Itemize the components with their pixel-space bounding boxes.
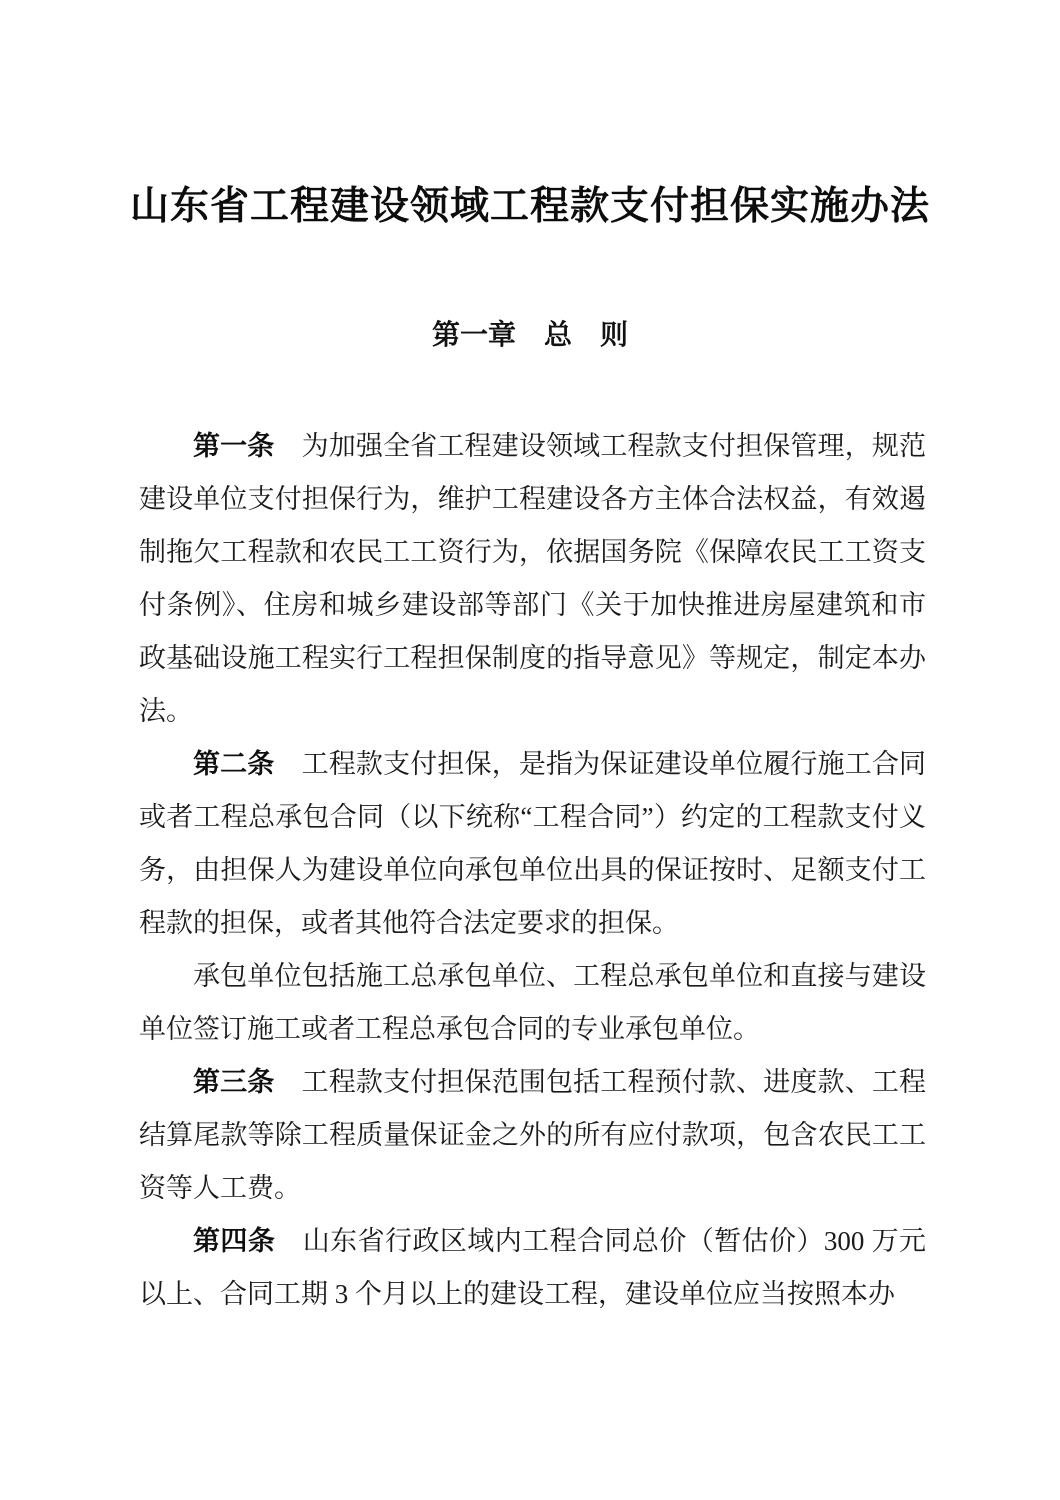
article-2-label: 第二条 bbox=[193, 749, 275, 779]
paragraph-article-2-continuation bbox=[139, 950, 926, 1056]
article-3-text: 工程款支付担保范围包括工程预付款、进度款、工程结算尾款等除工程质量保证金之外的所有应付款项，包含农民工工资等人工费。 bbox=[139, 1067, 927, 1203]
article-1-label: 第一条 bbox=[193, 431, 275, 461]
chapter-heading: 第一章 总 则 bbox=[431, 320, 628, 351]
document-body bbox=[139, 420, 926, 1321]
paragraph-article-4 bbox=[139, 1215, 926, 1321]
article-4-label: 第四条 bbox=[193, 1226, 276, 1256]
article-3-label: 第三条 bbox=[193, 1067, 275, 1097]
paragraph-article-3 bbox=[139, 1056, 926, 1215]
article-2-continuation-text: 承包单位包括施工总承包单位、工程总承包单位和直接与建设单位签订施工或者工程总承包合同的专业承包单位。 bbox=[139, 961, 926, 1044]
article-2-text: 工程款支付担保，是指为保证建设单位履行施工合同或者工程总承包合同（以下统称“工程合同”）约定的工程款支付义务，由担保人为建设单位向承包单位出具的保证按时、足额支付工程款的担保，或者其他符合法定要求的担保。 bbox=[139, 749, 927, 938]
document-title: 山东省工程建设领域工程款支付担保实施办法 bbox=[129, 185, 930, 228]
paragraph-article-2 bbox=[139, 738, 926, 950]
paragraph-article-1 bbox=[139, 420, 926, 738]
article-1-text: 为加强全省工程建设领域工程款支付担保管理，规范建设单位支付担保行为，维护工程建设各方主体合法权益，有效遏制拖欠工程款和农民工工资行为，依据国务院《保障农民工工资支付条例》、住房和城乡建设部等部门《关于加快推进房屋建筑和市政基础设施工程实行工程担保制度的指导意见》等规定，制定本办法。 bbox=[139, 431, 927, 726]
article-4-text: 山东省行政区域内工程合同总价（暂估价）300 万元以上、合同工期 3 个月以上的建设工程，建设单位应当按照本办 bbox=[139, 1226, 927, 1309]
